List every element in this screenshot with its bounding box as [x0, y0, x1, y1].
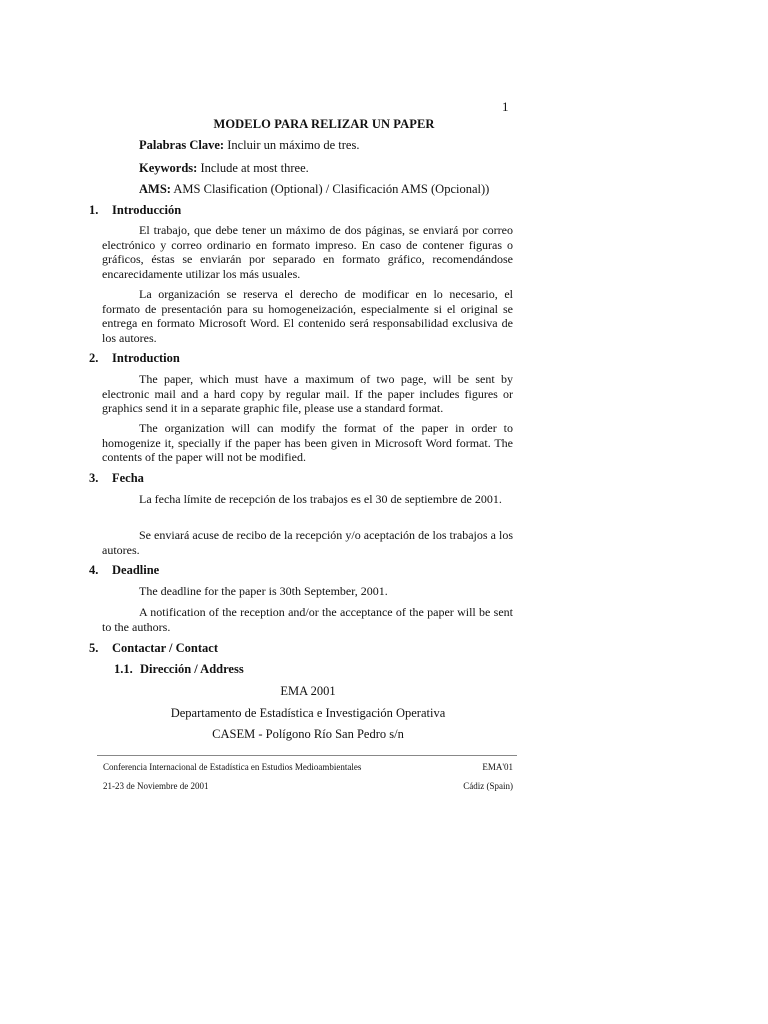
keywords-es-label: Palabras Clave:	[139, 138, 225, 152]
section-number: 4.	[89, 563, 99, 577]
section-heading-introduction	[89, 351, 180, 366]
keywords-en-text: Include at most three.	[197, 161, 309, 175]
ams-label: AMS:	[139, 182, 171, 196]
keywords-es-line	[139, 138, 359, 153]
section-heading-introduccion	[89, 203, 181, 218]
section-title: Deadline	[112, 563, 160, 577]
footer-conference: Conferencia Internacional de Estadística en Estudios Medioambientales	[103, 762, 362, 772]
document-title: MODELO PARA RELIZAR UN PAPER	[213, 117, 435, 131]
section-heading-contact	[89, 641, 218, 656]
section-title: Introducción	[112, 203, 182, 217]
keywords-en-label: Keywords:	[139, 161, 198, 175]
paragraph: The organization will can modify the format of the paper in order to homogenize it, specially if the paper has been given in Microsoft Word format. The contents of the paper will not be modified.	[102, 421, 513, 465]
section-heading-deadline	[89, 563, 159, 578]
keywords-es-text: Incluir un máximo de tres.	[224, 138, 360, 152]
keywords-en-line	[139, 161, 309, 176]
section-number: 1.	[89, 203, 99, 217]
paragraph: The paper, which must have a maximum of two page, will be sent by electronic mail and a hard copy by regular mail. If the paper includes figures or graphics send it in a separate graphic file, please use a standard format.	[102, 372, 513, 416]
subsection-heading-address	[114, 662, 244, 677]
paragraph: El trabajo, que debe tener un máximo de dos páginas, se enviará por correo electrónico y correo ordinario en formato impreso. En caso de contener figuras o gráficos, éstas se enviarán por separado en formato gráfico, recomendándose encarecidamente utilizar los más usuales.	[102, 223, 513, 281]
footer-dates: 21-23 de Noviembre de 2001	[103, 781, 209, 791]
footer-location: Cádiz (Spain)	[463, 781, 513, 791]
ams-line	[139, 182, 489, 197]
address-line: EMA 2001	[280, 684, 336, 698]
footer-acronym: EMA'01	[482, 762, 513, 772]
paragraph: The deadline for the paper is 30th September, 2001.	[139, 584, 388, 598]
footer-row-1	[103, 762, 513, 772]
paragraph: La organización se reserva el derecho de modificar en lo necesario, el formato de presentación para su homogeneización, especialmente si el original se entrega en formato Microsoft Word. El contenido será responsabilidad exclusiva de los autores.	[102, 287, 513, 345]
address-line: Departamento de Estadística e Investigación Operativa	[170, 706, 446, 720]
footer-divider	[97, 755, 517, 756]
ams-text: AMS Clasification (Optional) / Clasificación AMS (Opcional))	[170, 182, 490, 196]
paragraph: A notification of the reception and/or the acceptance of the paper will be sent to the authors.	[102, 605, 513, 634]
page-number: 1	[502, 99, 509, 114]
paragraph: La fecha límite de recepción de los trabajos es el 30 de septiembre de 2001.	[139, 492, 502, 506]
section-heading-fecha	[89, 471, 144, 486]
section-title: Introduction	[112, 351, 180, 365]
section-number: 2.	[89, 351, 99, 365]
section-title: Fecha	[112, 471, 144, 485]
address-line: CASEM - Polígono Río San Pedro s/n	[212, 727, 404, 741]
subsection-title: Dirección / Address	[140, 662, 244, 676]
footer-row-2	[103, 781, 513, 791]
paragraph: Se enviará acuse de recibo de la recepción y/o aceptación de los trabajos a los autores.	[102, 528, 513, 557]
subsection-number: 1.1.	[114, 662, 133, 676]
section-number: 3.	[89, 471, 99, 485]
section-title: Contactar / Contact	[112, 641, 218, 655]
section-number: 5.	[89, 641, 99, 655]
